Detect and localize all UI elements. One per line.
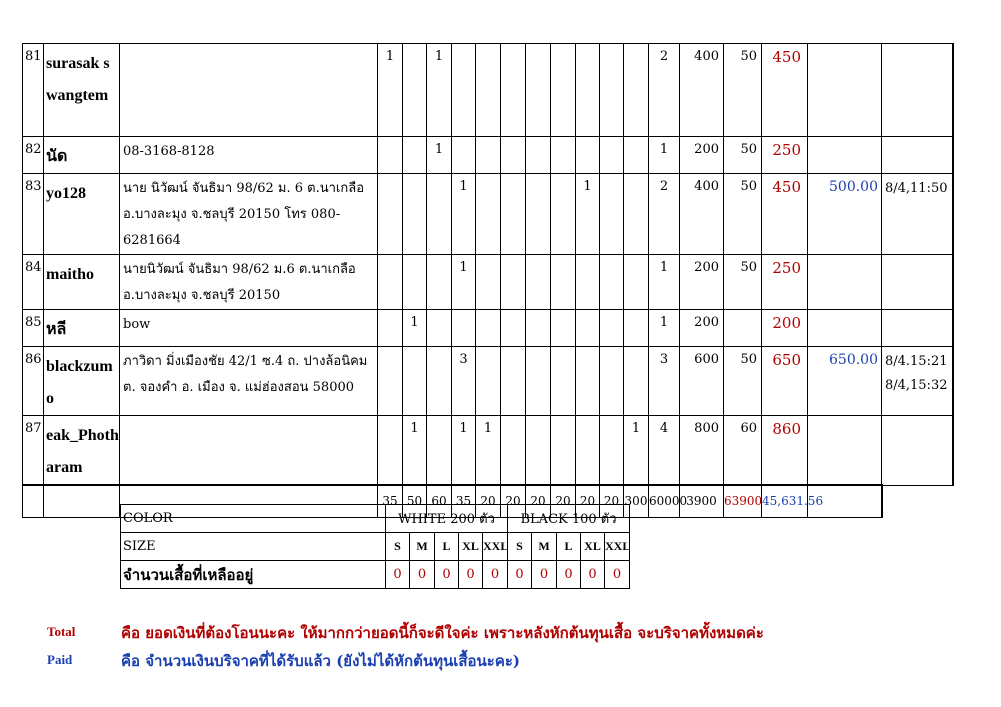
size-count: [501, 137, 526, 174]
size-count: [476, 255, 501, 310]
customer-address: นายนิวัฒน์ จันธิมา 98/62 ม.6 ต.นาเกลือ อ.บางละมุง จ.ชลบุรี 20150: [120, 255, 378, 310]
order-qty: 1: [649, 310, 680, 347]
size-count: 1: [452, 174, 476, 255]
size-count: 1: [378, 44, 403, 137]
order-qty: 4: [649, 416, 680, 486]
order-amount: 800: [680, 416, 724, 486]
remaining-count: 0: [386, 561, 410, 589]
summary-blank: [23, 485, 44, 517]
customer-address: ภาวิดา มิ่งเมืองชัย 42/1 ซ.4 ถ. ปางล้อนิคม ต. จองคำ อ. เมือง จ. แม่ฮ่องสอน 58000: [120, 347, 378, 416]
remaining-count: 0: [557, 561, 581, 589]
size-count: [501, 44, 526, 137]
customer-address: [120, 416, 378, 486]
size-count: 1: [476, 416, 501, 486]
stock-size-row: [121, 533, 630, 561]
size-count: [576, 44, 600, 137]
order-amount: 400: [680, 44, 724, 137]
order-number: 81: [23, 44, 44, 137]
size-header: L: [435, 533, 459, 561]
order-number: 87: [23, 416, 44, 486]
size-count: [427, 174, 452, 255]
size-count: [551, 137, 576, 174]
size-count: [501, 255, 526, 310]
order-amount: 200: [680, 310, 724, 347]
customer-name: blackzumo: [44, 347, 120, 416]
size-count: 1: [576, 174, 600, 255]
order-number: 83: [23, 174, 44, 255]
order-total: 250: [762, 255, 808, 310]
size-header: XXL: [605, 533, 630, 561]
size-header: M: [410, 533, 435, 561]
summary-count: 20: [576, 485, 600, 517]
size-count: [501, 310, 526, 347]
shipping-fee: 50: [724, 255, 762, 310]
size-count: [624, 255, 649, 310]
remaining-count: 0: [435, 561, 459, 589]
size-count: [624, 44, 649, 137]
size-header: S: [508, 533, 532, 561]
summary-count: 20: [551, 485, 576, 517]
order-row: [23, 416, 953, 486]
size-header: XL: [581, 533, 605, 561]
order-row: [23, 174, 953, 255]
remaining-count: 0: [532, 561, 557, 589]
size-count: [624, 310, 649, 347]
summary-count: 50: [403, 485, 427, 517]
size-count: [476, 310, 501, 347]
size-count: [403, 255, 427, 310]
paid-legend-text: คือ จำนวนเงินบริจาคที่ได้รับแล้ว (ยังไม่ได้หักต้นทุนเสื้อนะคะ): [121, 652, 521, 670]
order-paid: [808, 416, 882, 486]
size-count: [476, 44, 501, 137]
summary-blank: [44, 485, 120, 517]
size-count: [600, 416, 624, 486]
size-count: [452, 44, 476, 137]
size-count: [551, 310, 576, 347]
size-count: [624, 137, 649, 174]
orders-table: [22, 43, 954, 518]
summary-count: 20: [526, 485, 551, 517]
shipping-fee: 50: [724, 347, 762, 416]
customer-address: [120, 44, 378, 137]
order-row: [23, 137, 953, 174]
shipping-fee: 50: [724, 137, 762, 174]
order-paid: [808, 44, 882, 137]
size-count: [378, 310, 403, 347]
size-count: [551, 255, 576, 310]
customer-address: bow: [120, 310, 378, 347]
black-group-label: BLACK 100 ตัว: [508, 505, 630, 533]
size-count: [526, 174, 551, 255]
size-count: [427, 255, 452, 310]
remaining-count: 0: [581, 561, 605, 589]
order-number: 85: [23, 310, 44, 347]
size-count: [378, 347, 403, 416]
order-paid: [808, 310, 882, 347]
customer-name: surasak swangtem: [44, 44, 120, 137]
summary-total: 63900: [724, 485, 762, 517]
customer-name: หลี: [44, 310, 120, 347]
remaining-count: 0: [483, 561, 508, 589]
size-count: [624, 347, 649, 416]
size-count: [526, 137, 551, 174]
total-legend-text: คือ ยอดเงินที่ต้องโอนนะคะ ให้มากกว่ายอดนี้ก็จะดีใจค่ะ เพราะหลังหักต้นทุนเสื้อ จะบริจาคทั้งหมดค่ะ: [121, 624, 764, 642]
size-count: [403, 137, 427, 174]
size-count: [427, 347, 452, 416]
total-legend-key: Total: [47, 624, 76, 639]
size-count: [476, 174, 501, 255]
order-total: 450: [762, 174, 808, 255]
size-count: [427, 416, 452, 486]
size-count: [600, 174, 624, 255]
order-row: [23, 347, 953, 416]
payment-time: [882, 137, 953, 174]
order-qty: 1: [649, 255, 680, 310]
remain-label: จำนวนเสื้อที่เหลืออยู่: [121, 561, 386, 589]
payment-time: [882, 44, 953, 137]
size-count: [551, 347, 576, 416]
size-count: 1: [427, 137, 452, 174]
shipping-fee: 50: [724, 174, 762, 255]
size-count: [551, 174, 576, 255]
size-count: [476, 137, 501, 174]
size-count: [427, 310, 452, 347]
payment-time: 8/4.15:21 8/4,15:32: [882, 347, 953, 416]
size-header: L: [557, 533, 581, 561]
size-count: [576, 347, 600, 416]
size-count: [501, 347, 526, 416]
size-count: 1: [452, 416, 476, 486]
size-count: [378, 416, 403, 486]
size-count: 1: [452, 255, 476, 310]
size-count: 1: [403, 416, 427, 486]
customer-name: maitho: [44, 255, 120, 310]
size-header: M: [532, 533, 557, 561]
order-paid: 500.00: [808, 174, 882, 255]
stock-remain-row: [121, 561, 630, 589]
size-count: [600, 137, 624, 174]
summary-count: 35: [378, 485, 403, 517]
size-count: [526, 416, 551, 486]
customer-address: 08-3168-8128: [120, 137, 378, 174]
shipping-fee: 50: [724, 44, 762, 137]
order-paid: 650.00: [808, 347, 882, 416]
size-count: [452, 310, 476, 347]
order-number: 82: [23, 137, 44, 174]
order-row: [23, 255, 953, 310]
customer-name: eak_Photharam: [44, 416, 120, 486]
payment-time: [882, 255, 953, 310]
order-total: 250: [762, 137, 808, 174]
size-count: [624, 174, 649, 255]
size-count: 1: [403, 310, 427, 347]
size-count: [378, 255, 403, 310]
summary-amount: 60000: [649, 485, 680, 517]
payment-time: [882, 416, 953, 486]
size-label: SIZE: [121, 533, 386, 561]
size-header: S: [386, 533, 410, 561]
customer-address: นาย นิวัฒน์ จันธิมา 98/62 ม. 6 ต.นาเกลือ อ.บางละมุง จ.ชลบุรี 20150 โทร 080-6281664: [120, 174, 378, 255]
size-count: [403, 44, 427, 137]
size-count: [551, 44, 576, 137]
size-count: [501, 174, 526, 255]
order-qty: 2: [649, 44, 680, 137]
shipping-fee: 60: [724, 416, 762, 486]
order-amount: 200: [680, 137, 724, 174]
summary-count: 20: [476, 485, 501, 517]
order-amount: 600: [680, 347, 724, 416]
size-count: 3: [452, 347, 476, 416]
customer-name: นัด: [44, 137, 120, 174]
size-count: [403, 174, 427, 255]
summary-shipping: 3900: [680, 485, 724, 517]
size-count: [476, 347, 501, 416]
size-count: [526, 310, 551, 347]
white-group-label: WHITE 200 ตัว: [386, 505, 508, 533]
size-count: 1: [624, 416, 649, 486]
summary-count: 20: [600, 485, 624, 517]
summary-count: 20: [501, 485, 526, 517]
summary-paid: 45,631.56: [762, 485, 808, 517]
order-paid: [808, 255, 882, 310]
size-count: [501, 416, 526, 486]
remaining-count: 0: [508, 561, 532, 589]
size-header: XL: [459, 533, 483, 561]
order-number: 86: [23, 347, 44, 416]
order-qty: 3: [649, 347, 680, 416]
size-count: [576, 416, 600, 486]
summary-count: 35: [452, 485, 476, 517]
order-row: [23, 310, 953, 347]
order-paid: [808, 137, 882, 174]
order-number: 84: [23, 255, 44, 310]
order-amount: 400: [680, 174, 724, 255]
stock-table: [120, 504, 630, 589]
size-count: [526, 44, 551, 137]
customer-name: yo128: [44, 174, 120, 255]
size-count: [452, 137, 476, 174]
size-count: [600, 44, 624, 137]
summary-count: 60: [427, 485, 452, 517]
payment-time: 8/4,11:50: [882, 174, 953, 255]
size-count: 1: [427, 44, 452, 137]
summary-count: 300: [624, 485, 649, 517]
remaining-count: 0: [459, 561, 483, 589]
size-count: [403, 347, 427, 416]
size-count: [551, 416, 576, 486]
size-count: [378, 174, 403, 255]
stock-color-row: [121, 505, 630, 533]
payment-time: [882, 310, 953, 347]
remaining-count: 0: [605, 561, 630, 589]
order-qty: 2: [649, 174, 680, 255]
order-row: [23, 44, 953, 137]
order-total: 860: [762, 416, 808, 486]
paid-legend-key: Paid: [47, 652, 73, 667]
order-total: 200: [762, 310, 808, 347]
size-count: [526, 255, 551, 310]
size-count: [600, 255, 624, 310]
size-count: [526, 347, 551, 416]
order-total: 450: [762, 44, 808, 137]
size-header: XXL: [483, 533, 508, 561]
order-qty: 1: [649, 137, 680, 174]
size-count: [600, 347, 624, 416]
size-count: [378, 137, 403, 174]
size-count: [576, 255, 600, 310]
shipping-fee: [724, 310, 762, 347]
order-amount: 200: [680, 255, 724, 310]
order-total: 650: [762, 347, 808, 416]
remaining-count: 0: [410, 561, 435, 589]
color-label: COLOR: [121, 505, 386, 533]
size-count: [600, 310, 624, 347]
size-count: [576, 310, 600, 347]
size-count: [576, 137, 600, 174]
